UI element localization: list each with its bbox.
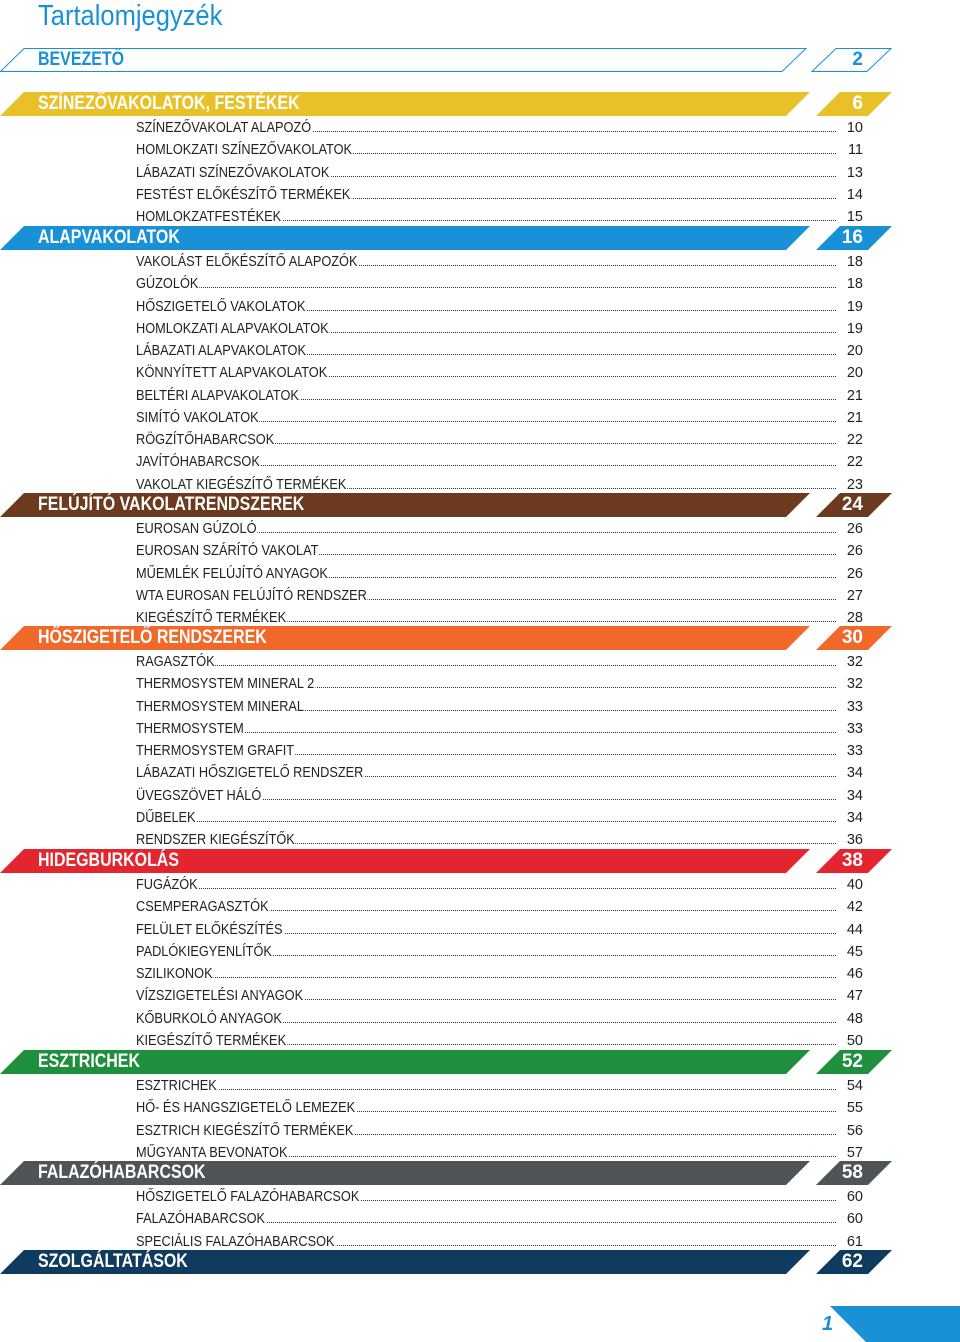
toc-entry-page-number: 22 <box>846 432 863 448</box>
toc-entry-page-number: 14 <box>846 186 863 203</box>
toc-entry-page-number: 19 <box>846 320 863 337</box>
toc-entry-page-number: 54 <box>846 1078 863 1094</box>
toc-entry-label: SPECIÁLIS FALAZÓHABARCSOK <box>136 1231 335 1253</box>
section-page-number: 6 <box>852 93 863 114</box>
toc-entry-label: KIEGÉSZÍTŐ TERMÉKEK <box>136 607 287 629</box>
toc-entry-label: HOMLOKZATFESTÉKEK <box>136 206 282 228</box>
toc-entry-page-number: 55 <box>846 1100 863 1117</box>
toc-entry[interactable] <box>0 785 960 807</box>
toc-entry[interactable] <box>0 963 960 985</box>
toc-entry-label: HŐSZIGETELŐ VAKOLATOK <box>136 296 306 318</box>
toc-entry-page-number: 33 <box>846 698 863 715</box>
toc-entry[interactable] <box>0 407 960 429</box>
toc-entry[interactable] <box>0 540 960 562</box>
toc-entry-page-number: 34 <box>846 765 863 782</box>
section-page-number: 52 <box>841 1051 863 1072</box>
toc-entry-label: LÁBAZATI SZÍNEZŐVAKOLATOK <box>136 162 330 184</box>
toc-entry-label: ESZTRICH KIEGÉSZÍTŐ TERMÉKEK <box>136 1120 354 1142</box>
toc-entry-page-number: 36 <box>846 832 863 848</box>
toc-entry-page-number: 20 <box>846 343 863 359</box>
toc-entry-label: MŰEMLÉK FELÚJÍTÓ ANYAGOK <box>136 563 329 585</box>
toc-entry-page-number: 28 <box>846 610 863 626</box>
toc-entry-page-number: 44 <box>846 921 863 938</box>
toc-entry-label: RAGASZTÓK <box>136 651 216 673</box>
toc-entry-label: WTA EUROSAN FELÚJÍTÓ RENDSZER <box>136 585 368 607</box>
section-header[interactable] <box>0 226 960 250</box>
toc-entry[interactable] <box>0 273 960 295</box>
section-title: HIDEGBURKOLÁS <box>38 850 179 871</box>
toc-entry-page-number: 18 <box>846 276 863 293</box>
toc-entry-label: SZILIKONOK <box>136 963 213 985</box>
toc-entry-page-number: 11 <box>847 142 863 159</box>
toc-entry-label: GÚZOLÓK <box>136 273 199 295</box>
page-title: Tartalomjegyzék <box>38 0 223 32</box>
section-page-number: 24 <box>841 494 863 515</box>
toc-entry[interactable] <box>0 762 960 784</box>
toc-entry-label: VAKOLÁST ELŐKÉSZÍTŐ ALAPOZÓK <box>136 251 358 273</box>
toc-entry[interactable] <box>0 673 960 695</box>
toc-entry-label: RENDSZER KIEGÉSZÍTŐK <box>136 829 296 851</box>
toc-entry-label: HŐSZIGETELŐ FALAZÓHABARCSOK <box>136 1186 360 1208</box>
toc-entry-label: RÖGZÍTŐHABARCSOK <box>136 429 275 451</box>
section-band <box>0 48 892 72</box>
toc-entry-page-number: 50 <box>846 1032 863 1049</box>
toc-entry[interactable] <box>0 1097 960 1119</box>
toc-entry-label: ÜVEGSZÖVET HÁLÓ <box>136 785 262 807</box>
toc-entry-page-number: 19 <box>846 298 863 315</box>
toc-entry[interactable] <box>0 874 960 896</box>
toc-entry-page-number: 40 <box>846 877 863 893</box>
toc-entry-label: FELÜLET ELŐKÉSZÍTÉS <box>136 919 283 941</box>
toc-entry[interactable] <box>0 1186 960 1208</box>
toc-entry-page-number: 21 <box>846 387 863 404</box>
toc-entry-label: LÁBAZATI ALAPVAKOLATOK <box>136 340 307 362</box>
section-header[interactable] <box>0 493 960 517</box>
toc-entry-label: HOMLOKZATI SZÍNEZŐVAKOLATOK <box>136 139 353 161</box>
toc-entry-page-number: 48 <box>846 1010 863 1027</box>
section-header[interactable] <box>0 1250 960 1274</box>
section-page-number: 38 <box>841 850 863 871</box>
toc-entry[interactable] <box>0 139 960 161</box>
toc-entry[interactable] <box>0 117 960 139</box>
toc-entry[interactable] <box>0 985 960 1007</box>
section-header[interactable] <box>0 849 960 873</box>
toc-entry[interactable] <box>0 740 960 762</box>
toc-entry-page-number: 20 <box>846 365 863 382</box>
section-page-number: 2 <box>852 49 863 70</box>
toc-entry[interactable] <box>0 1208 960 1230</box>
toc-entry-label: PADLÓKIEGYENLÍTŐK <box>136 941 273 963</box>
toc-entry-label: THERMOSYSTEM MINERAL <box>136 696 305 718</box>
toc-entry-page-number: 26 <box>846 521 863 537</box>
section-title: HŐSZIGETELŐ RENDSZEREK <box>38 627 267 648</box>
toc-entry-page-number: 34 <box>846 787 863 804</box>
footer-page-number: 1 <box>822 1313 834 1335</box>
section-header[interactable] <box>0 626 960 650</box>
toc-entry[interactable] <box>0 318 960 340</box>
section-page-number: 16 <box>841 227 863 248</box>
toc-entry-page-number: 27 <box>846 587 863 604</box>
toc-entry-page-number: 26 <box>846 543 863 560</box>
toc-entry-label: SZÍNEZŐVAKOLAT ALAPOZÓ <box>136 117 312 139</box>
section-header[interactable] <box>0 48 960 72</box>
toc-entry-page-number: 45 <box>846 943 863 960</box>
toc-entry[interactable] <box>0 563 960 585</box>
section-title: FELÚJÍTÓ VAKOLATRENDSZEREK <box>38 494 305 515</box>
toc-entry-label: FALAZÓHABARCSOK <box>136 1208 266 1230</box>
toc-entry-label: VAKOLAT KIEGÉSZÍTŐ TERMÉKEK <box>136 474 347 496</box>
toc-entry-label: VÍZSZIGETELÉSI ANYAGOK <box>136 985 304 1007</box>
toc-entry-page-number: 32 <box>846 654 863 670</box>
toc-entry-label: LÁBAZATI HŐSZIGETELŐ RENDSZER <box>136 762 364 784</box>
toc-entry-page-number: 34 <box>846 809 863 826</box>
toc-entry[interactable] <box>0 941 960 963</box>
toc-entry-page-number: 61 <box>846 1233 863 1250</box>
toc-entry[interactable] <box>0 718 960 740</box>
toc-entry[interactable] <box>0 362 960 384</box>
toc-entry-label: KÖNNYÍTETT ALAPVAKOLATOK <box>136 362 328 384</box>
toc-entry[interactable] <box>0 651 960 673</box>
toc-entry-page-number: 32 <box>846 676 863 693</box>
toc-entry[interactable] <box>0 162 960 184</box>
toc-entry-label: ESZTRICHEK <box>136 1075 218 1097</box>
toc-entry-page-number: 56 <box>846 1122 863 1139</box>
toc-entry-label: CSEMPERAGASZTÓK <box>136 896 269 918</box>
toc-entry-label: DŰBELEK <box>136 807 196 829</box>
footer-page-band <box>830 1306 960 1342</box>
toc-entry-label: SIMÍTÓ VAKOLATOK <box>136 407 260 429</box>
toc-entry-label: KŐBURKOLÓ ANYAGOK <box>136 1008 283 1030</box>
toc-entry-label: EUROSAN SZÁRÍTÓ VAKOLAT <box>136 540 319 562</box>
toc-entry[interactable] <box>0 518 960 540</box>
toc-entry[interactable] <box>0 251 960 273</box>
toc-entry[interactable] <box>0 1030 960 1052</box>
toc-entry-page-number: 10 <box>846 120 863 136</box>
toc-entry-page-number: 22 <box>846 454 863 471</box>
toc-entry-page-number: 60 <box>846 1189 863 1205</box>
section-header[interactable] <box>0 92 960 116</box>
toc-entry-label: THERMOSYSTEM <box>136 718 245 740</box>
toc-entry[interactable] <box>0 919 960 941</box>
toc-entry-page-number: 33 <box>846 720 863 737</box>
section-page-number: 30 <box>841 627 863 648</box>
toc-entry-label: THERMOSYSTEM GRAFIT <box>136 740 295 762</box>
toc-entry-label: HŐ- ÉS HANGSZIGETELŐ LEMEZEK <box>136 1097 356 1119</box>
toc-entry-label: BELTÉRI ALAPVAKOLATOK <box>136 385 300 407</box>
toc-entry-label: FESTÉST ELŐKÉSZÍTŐ TERMÉKEK <box>136 184 351 206</box>
toc-entry-page-number: 57 <box>846 1144 863 1161</box>
toc-entry[interactable] <box>0 184 960 206</box>
section-page-number: 62 <box>841 1251 863 1272</box>
toc-entry[interactable] <box>0 696 960 718</box>
toc-entry[interactable] <box>0 429 960 451</box>
toc-entry-label: EUROSAN GÚZOLÓ <box>136 518 257 540</box>
toc-entry[interactable] <box>0 1120 960 1142</box>
section-header[interactable] <box>0 1161 960 1185</box>
toc-entry[interactable] <box>0 829 960 851</box>
toc-entry[interactable] <box>0 451 960 473</box>
toc-entry[interactable] <box>0 585 960 607</box>
section-header[interactable] <box>0 1050 960 1074</box>
toc-entry-page-number: 46 <box>846 966 863 982</box>
toc-entry-label: MŰGYANTA BEVONATOK <box>136 1142 288 1164</box>
toc-entry[interactable] <box>0 1075 960 1097</box>
section-title: SZOLGÁLTATÁSOK <box>38 1251 188 1272</box>
section-title: FALAZÓHABARCSOK <box>38 1162 206 1183</box>
toc-entry-label: HOMLOKZATI ALAPVAKOLATOK <box>136 318 330 340</box>
toc-entry-label: JAVÍTÓHABARCSOK <box>136 451 261 473</box>
toc-entry[interactable] <box>0 340 960 362</box>
toc-entry[interactable] <box>0 807 960 829</box>
toc-entry-page-number: 60 <box>846 1211 863 1228</box>
toc-entry-label: FUGÁZÓK <box>136 874 199 896</box>
toc-entry[interactable] <box>0 206 960 228</box>
toc-entry-page-number: 23 <box>846 476 863 493</box>
section-title: BEVEZETŐ <box>38 49 125 70</box>
toc-entry[interactable] <box>0 296 960 318</box>
toc-entry-page-number: 42 <box>846 899 863 916</box>
toc-entry-page-number: 21 <box>846 409 863 426</box>
section-page-number: 58 <box>841 1162 863 1183</box>
toc-entry[interactable] <box>0 1008 960 1030</box>
toc-entry-page-number: 33 <box>846 743 863 759</box>
toc-entry-label: KIEGÉSZÍTŐ TERMÉKEK <box>136 1030 287 1052</box>
toc-entry[interactable] <box>0 896 960 918</box>
toc-entry-page-number: 18 <box>846 254 863 270</box>
section-title: ALAPVAKOLATOK <box>38 227 180 248</box>
toc-entry[interactable] <box>0 385 960 407</box>
toc-entry-label: THERMOSYSTEM MINERAL 2 <box>136 673 315 695</box>
toc-entry-page-number: 13 <box>846 164 863 181</box>
toc-entry-page-number: 47 <box>846 988 863 1005</box>
toc-entry-page-number: 26 <box>846 565 863 582</box>
toc-entry-page-number: 15 <box>846 209 863 225</box>
section-title: ESZTRICHEK <box>38 1051 140 1072</box>
section-title: SZÍNEZŐVAKOLATOK, FESTÉKEK <box>38 93 300 114</box>
